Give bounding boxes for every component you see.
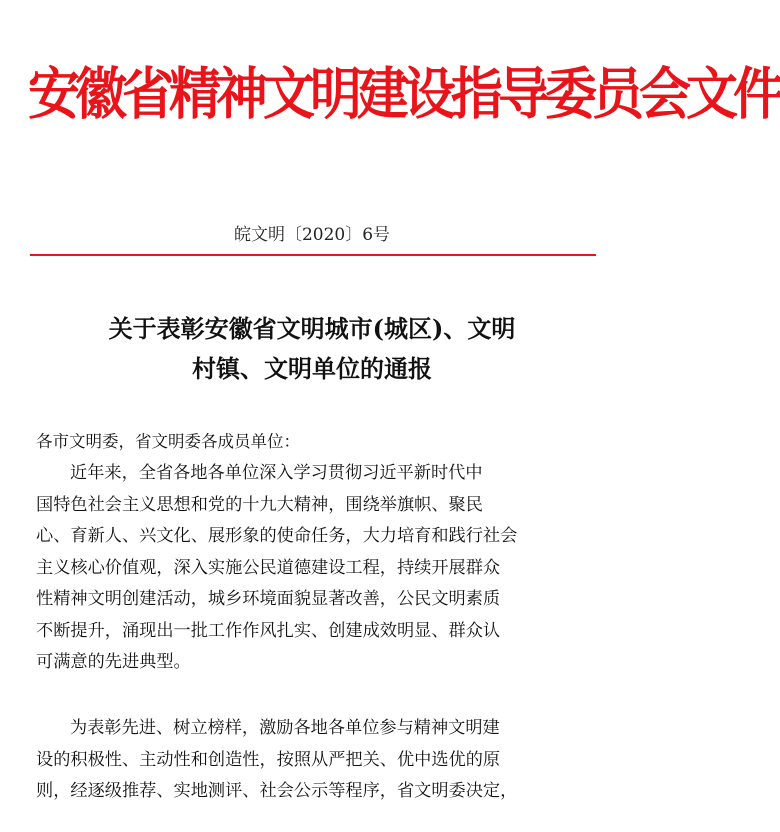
title-line-2: 村镇、文明单位的通报 <box>192 354 432 383</box>
paragraph-line: 主义核心价值观，深入实施公民道德建设工程，持续开展群众 <box>36 557 501 578</box>
paragraph-line: 可满意的先进典型。 <box>36 652 191 672</box>
paragraph-line: 国特色社会主义思想和党的十九大精神，围绕举旗帜、聚民 <box>36 494 483 515</box>
paragraph-line: 心、育新人、兴文化、展形象的使命任务，大力培育和践行社会 <box>36 526 518 546</box>
paragraph-line: 性精神文明创建活动，城乡环境面貌显著改善，公民文明素质 <box>36 589 501 609</box>
salutation: 各市文明委，省文明委各成员单位： <box>36 432 300 451</box>
paragraph-line: 近年来，全省各地各单位深入学习贯彻习近平新时代中 <box>70 463 483 483</box>
document-title <box>0 309 624 389</box>
paragraph-line: 设的积极性、主动性和创造性，按照从严把关、优中选优的原 <box>36 749 501 770</box>
red-divider-line <box>30 254 596 256</box>
issuer-header: 安徽省精神文明建设指导委员会文件 <box>28 61 780 128</box>
document-number: 皖文明〔2020〕6号 <box>233 225 391 245</box>
title-line-1: 关于表彰安徽省文明城市(城区)、文明 <box>108 314 516 343</box>
paragraph-1 <box>36 458 596 679</box>
paragraph-2 <box>36 713 596 808</box>
paragraph-line: 不断提升，涌现出一批工作作风扎实、创建成效明显、群众认 <box>36 620 501 641</box>
paragraph-line: 为表彰先进、树立榜样，激励各地各单位参与精神文明建 <box>70 718 500 738</box>
paragraph-line: 则，经逐级推荐、实地测评、社会公示等程序，省文明委决定， <box>36 781 518 801</box>
